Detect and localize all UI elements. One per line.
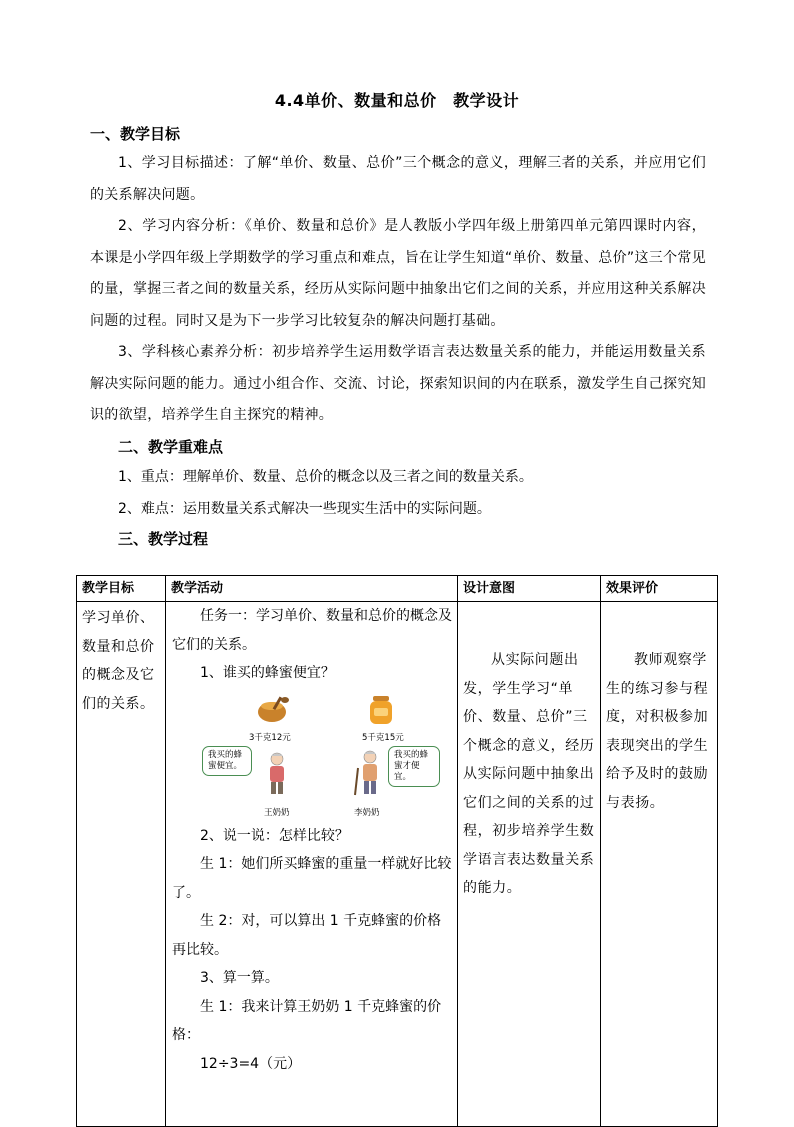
honey-illustration (202, 694, 442, 816)
activity-student-2: 生 2：对，可以算出 1 千克蜂蜜的价格再比较。 (172, 913, 442, 958)
activity-question-1: 1、谁买的蜂蜜便宜？ (200, 665, 335, 681)
right-name-label: 李奶奶 (354, 807, 380, 818)
activity-question-2: 2、说一说：怎样比较？ (200, 827, 349, 844)
intent-text: 从实际问题出发，学生学习“单价、数量、总价”三个概念的意义，经历从实际问题中抽象出它们之间的关系的过程，初步培养学生数学语言表达数量关系的能力。 (463, 652, 595, 896)
document-title: 4.4单价、数量和总价 教学设计 (274, 91, 520, 110)
table-header-row (77, 576, 718, 602)
evaluation-cell (601, 602, 718, 1127)
grandma-li-figure (352, 750, 384, 796)
table-row (77, 602, 718, 1127)
left-name-label: 王奶奶 (264, 807, 290, 818)
left-price-label: 3千克12元 (249, 732, 291, 743)
activity-task: 任务一：学习单价、数量和总价的概念及它们的关系。 (172, 608, 452, 653)
right-speech-bubble: 我买的蜂蜜才便宜。 (388, 746, 440, 787)
goal-paragraph-1: 1、学习目标描述：了解“单价、数量、总价”三个概念的意义，理解三者的关系，并应用它们的关系解决问题。 (90, 155, 706, 203)
activity-calculation: 12÷3=4（元） (200, 1055, 302, 1072)
left-speech-bubble: 我买的蜂蜜便宜。 (202, 746, 252, 776)
activity-question-3: 3、算一算。 (200, 970, 279, 986)
section-heading-keypoints: 二、教学重难点 (118, 438, 224, 456)
intent-cell (458, 602, 601, 1127)
header-evaluation: 效果评价 (601, 576, 718, 602)
header-intent: 设计意图 (458, 576, 601, 602)
activity-student-1: 生 1：她们所买蜂蜜的重量一样就好比较了。 (172, 856, 452, 901)
activity-cell (166, 602, 458, 1127)
activity-student-3: 生 1：我来计算王奶奶 1 千克蜂蜜的价格： (172, 998, 442, 1043)
right-price-label: 5千克15元 (362, 732, 404, 743)
teaching-process-table (76, 575, 718, 1127)
goal-paragraph-2: 2、学习内容分析：《单价、数量和总价》是人教版小学四年级上册第四单元第四课时内容，本课是小学四年级上学期数学的学习重点和难点，旨在让学生知道“单价、数量、总价”这三个常见的量，掌握三者之间的数量关系，经历从实际问题中抽象出它们之间的关系，并应用这种关系解决问题的过程。同时又是为下一步学习比较复杂的解决问题打基础。 (90, 218, 706, 329)
grandma-wang-figure (264, 752, 290, 796)
honey-jar-icon (368, 694, 394, 726)
header-goal: 教学目标 (77, 576, 166, 602)
header-activity: 教学活动 (166, 576, 458, 602)
goal-paragraph-3: 3、学科核心素养分析：初步培养学生运用数学语言表达数量关系的能力，并能运用数量关系解决实际问题的能力。通过小组合作、交流、讨论，探索知识间的内在联系，激发学生自己探究知识的欲望，培养学生自主探究的精神。 (90, 344, 706, 423)
section-heading-process: 三、教学过程 (118, 530, 209, 548)
section-heading-goals: 一、教学目标 (90, 125, 181, 143)
keypoint-2: 2、难点：运用数量关系式解决一些现实生活中的实际问题。 (118, 501, 491, 517)
evaluation-text: 教师观察学生的练习参与程度，对积极参加表现突出的学生给予及时的鼓励与表扬。 (606, 652, 709, 811)
honey-pot-icon (254, 694, 290, 724)
goal-cell: 学习单价、数量和总价的概念及它们的关系。 (77, 602, 166, 1127)
keypoint-1: 1、重点：理解单价、数量、总价的概念以及三者之间的数量关系。 (118, 469, 533, 485)
